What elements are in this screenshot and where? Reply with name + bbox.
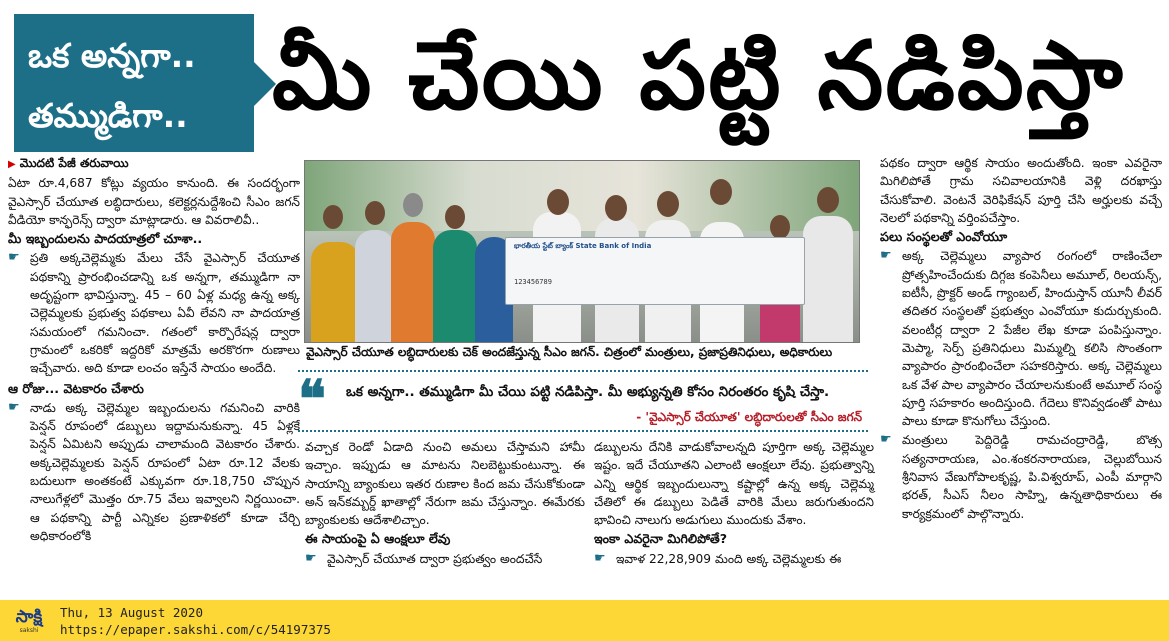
bullet-paragraph — [8, 249, 300, 378]
person-head — [605, 195, 627, 221]
bullet-paragraph — [305, 550, 585, 569]
paragraph: మంత్రులు పెద్దిరెడ్డి రామచంద్రారెడ్డి, బొత్స సత్యనారాయణ, ఎం.శంకరనారాయణ, చెల్లుబోయిన శ్రీనివాస వేణుగోపాలకృష్ణ, పి.విశ్వరూప్, ఎంపీ మార్గాని భరత్, సీఎస్ నీలం సాహ్ని, ఉన్నతాధికారులు ఈ కార్యక్రమంలో పాల్గొన్నారు. — [902, 433, 1162, 521]
bullet-paragraph — [880, 431, 1162, 523]
person-figure — [391, 222, 435, 342]
paragraph: నాడు అక్క చెల్లెమ్మల ఇబ్బందులను గమనించి వారికి పెన్షన్ రూపంలో డబ్బులు ఇద్దామనుకున్నా. 45 ఏళ్లకే పెన్షన్ ఏమిటని అప్పుడు చాలామంది వెటకారం చేశారు. అక్కచెల్లెమ్మలకు పెన్షన్ రూపంలో ఏటా రూ.12 వేలకు బదులుగా అంతకంటే ఎక్కువగా రూ.18,750 చొప్పున నాలుగేళ్లలో మొత్తం రూ.75 వేలు ఇవ్వాలని నిర్ణయించా. ఆ పథకాన్ని పార్టీ ఎన్నికల ప్రణాళికలో కూడా చేర్చి అధికారంలోకి — [30, 400, 300, 543]
bullet-paragraph — [594, 550, 874, 569]
paragraph: వచ్చాక రెండో ఏడాది నుంచి అమలు చేస్తామని హామీ ఇచ్చాం. ఇప్పుడు ఆ మాటను నిలబెట్టుకుంటున్నా. ఈ సాయాన్ని బ్యాంకులు ఇతర రుణాల కింద జమ చేసుకోకుండా అన్ ఇన్‌కమ్బర్డ్ ఖాతాల్లో నేరుగా జమ చేస్తున్నాం. ఈమేరకు బ్యాంకులకు ఆదేశాలిచ్చాం. — [305, 440, 585, 528]
quote-attribution: - 'వైఎస్సార్ చేయూత' లబ్ధిదారులతో సీఎం జగన్ — [636, 410, 862, 424]
continued-label-text: మొదటి పేజీ తరువాయి — [19, 156, 129, 170]
pull-quote — [298, 370, 868, 432]
person-head — [547, 189, 569, 215]
paragraph: ప్రతి అక్కచెల్లెమ్మకు మేలు చేసే వైఎస్సార్ చేయూత పథకాన్ని ప్రారంభించడాన్ని ఒక అన్నగా, తమ్ముడిగా నా అదృష్టంగా భావిస్తున్నా. 45 – 60 ఏళ్ల మధ్య ఉన్న అక్క చెల్లెమ్మలకు ప్రభుత్వ పథకాలు ఏవీ లేవని నా పాదయాత్ర సమయంలో గమనించా. గతంలో కార్పొరేషన్ల ద్వారా గ్రామంలో ఒకరికో ఇద్దరికో మాత్రమే అరకొరగా రుణాలు ఇచ్చేవారు. అది కూడా లంచం ఇస్తేనే సాయం అందేది. — [30, 251, 300, 376]
logo-subtext: sakshi — [19, 627, 39, 634]
bank-cheque — [505, 237, 805, 305]
logo-text: సాక్షి — [15, 607, 43, 627]
headline: మీ చేయి పట్టి నడిపిస్తా — [272, 21, 1125, 131]
subheading: ఈ సాయంపై ఏ ఆంక్షలూ లేవు — [305, 531, 451, 547]
quote-mark-icon: ❝ — [298, 369, 326, 430]
person-head — [403, 193, 423, 217]
pointing-hand-icon: ☛ — [594, 550, 606, 566]
person-head — [365, 201, 385, 225]
sakshi-logo[interactable] — [4, 603, 54, 639]
kicker-line-2: తమ్ముడిగా.. — [28, 96, 188, 135]
column-4 — [880, 154, 1162, 524]
paragraph: ఏటా రూ.4,687 కోట్లు వ్యయం కానుంది. ఈ సందర్భంగా వైఎస్సార్ చేయూత లబ్ధిదారులు, కలెక్టర్లనుద్దేశించి సీఎం జగన్ వీడియో కాన్ఫరెన్స్ ద్వారా మాట్లాడారు. ఆ వివరాలివీ.. — [8, 176, 300, 227]
pointing-hand-icon: ☛ — [305, 550, 317, 566]
pointing-hand-icon: ☛ — [8, 250, 20, 266]
cheque-number: 123456789 — [514, 278, 552, 286]
photo-caption: వైఎస్సార్ చేయూత లబ్ధిదారులకు చెక్ అందజేస్తున్న సీఎం జగన్. చిత్రంలో మంత్రులు, ప్రజాప్రతినిధులు, అధికారులు — [306, 345, 833, 359]
cheque-bank-name: భారతీయ స్టేట్ బ్యాంక్ State Bank of India — [514, 242, 652, 250]
person-figure — [803, 216, 853, 342]
paragraph: వైఎస్సార్ చేయూత ద్వారా ప్రభుత్వం అందచేసే — [327, 551, 543, 566]
person-head — [445, 205, 465, 229]
kicker-line-1: ఒక అన్నగా.. — [28, 36, 196, 75]
kicker-box — [14, 14, 254, 152]
column-2 — [305, 438, 585, 569]
footer-meta — [60, 604, 331, 638]
pointing-hand-icon: ☛ — [880, 248, 892, 264]
column-3 — [594, 438, 874, 569]
person-head — [710, 179, 732, 205]
news-photo — [304, 160, 860, 343]
triangle-icon: ▶ — [8, 159, 16, 170]
pointing-hand-icon: ☛ — [8, 399, 20, 415]
epaper-footer — [0, 600, 1169, 641]
paragraph: ఇవాళ 22,28,909 మంది అక్క చెల్లెమ్మలకు ఈ — [616, 551, 842, 566]
person-head — [770, 215, 790, 239]
person-figure — [433, 230, 477, 342]
epaper-link[interactable]: https://epaper.sakshi.com/c/54197375 — [60, 621, 331, 637]
column-1 — [8, 154, 300, 546]
pointing-hand-icon: ☛ — [880, 432, 892, 448]
person-head — [323, 205, 343, 229]
person-head — [657, 191, 679, 217]
subheading: పలు సంస్థలతో ఎంవోయూ — [880, 229, 1008, 245]
subheading: ఆ రోజు... వెటకారం చేశారు — [8, 380, 144, 396]
subheading: మీ ఇబ్బందులను పాదయాత్రలో చూశా.. — [8, 231, 203, 247]
paragraph: అక్క చెల్లెమ్మలు వ్యాపార రంగంలో రాణించేలా ప్రోత్సహించేందుకు దిగ్గజ కంపెనీలు అమూల్, రిలయన్స్, ఐటీసీ, ప్రొక్టర్ అండ్ గ్యాంబల్, హిందుస్తాన్ యూనీ లీవర్ తదితర సంస్థలతో ప్రభుత్వం ఎంవోయూ కుదుర్చుకుంది. వలంటీర్ల ద్వారా 2 పేజీల లేఖ కూడా పంపిస్తున్నాం. మెప్మా, సెర్ప్ ప్రతినిధులు మిమ్మల్ని కలిసి సొంతంగా వ్యాపారం ప్రారంభించేలా సహకరిస్తారు. అక్క చెల్లెమ్మలు ఒక వేళ పాల వ్యాపారం చేయాలనుకుంటే అమూల్ సంస్థ పూర్తి సహకారం అందిస్తుంది. గేదెలు కొనివ్వడంతో పాటు పాలు కూడా కొనుగోలు చేస్తుంది. — [902, 249, 1162, 429]
quote-text: ఒక అన్నగా.. తమ్ముడిగా మీ చేయి పట్టి నడిపిస్తా. మీ అభ్యున్నతి కోసం నిరంతరం కృషి చేస్తా. — [346, 384, 830, 400]
paragraph: డబ్బులను దేనికి వాడుకోవాలన్నది పూర్తిగా అక్క చెల్లెమ్మల ఇష్టం. ఇదే చేయూతని ఎలాంటి ఆంక్షలూ లేవు. ప్రభుత్వాన్ని ఎన్ని ఆర్థిక ఇబ్బందులున్నా కష్టాల్లో ఉన్న అక్క చెల్లెమ్మ చేతిలో ఈ డబ్బులు పెడితే వారికి మేలు జరుగుతుందని భావించి నాలుగు అడుగులు ముందుకు వేశాం. — [594, 440, 874, 528]
person-figure — [311, 242, 359, 342]
person-figure — [355, 230, 395, 342]
edition-date: Thu, 13 August 2020 — [60, 604, 203, 620]
bullet-paragraph — [8, 399, 300, 546]
bullet-paragraph — [880, 247, 1162, 431]
continued-label — [8, 154, 300, 174]
person-head — [817, 187, 839, 213]
subheading: ఇంకా ఎవరైనా మిగిలిపోతే? — [594, 531, 728, 547]
paragraph: పథకం ద్వారా ఆర్థిక సాయం అందుతోంది. ఇంకా ఎవరైనా మిగిలిపోతే గ్రామ సచివాలయానికి వెళ్లి దరఖాస్తు చేసుకోవాలి. వెంటనే వెరిఫికేషన్ పూర్తి చేసి అర్హులకు వచ్చే నెలలో పథకాన్ని వర్తింపచేస్తాం. — [880, 156, 1162, 225]
